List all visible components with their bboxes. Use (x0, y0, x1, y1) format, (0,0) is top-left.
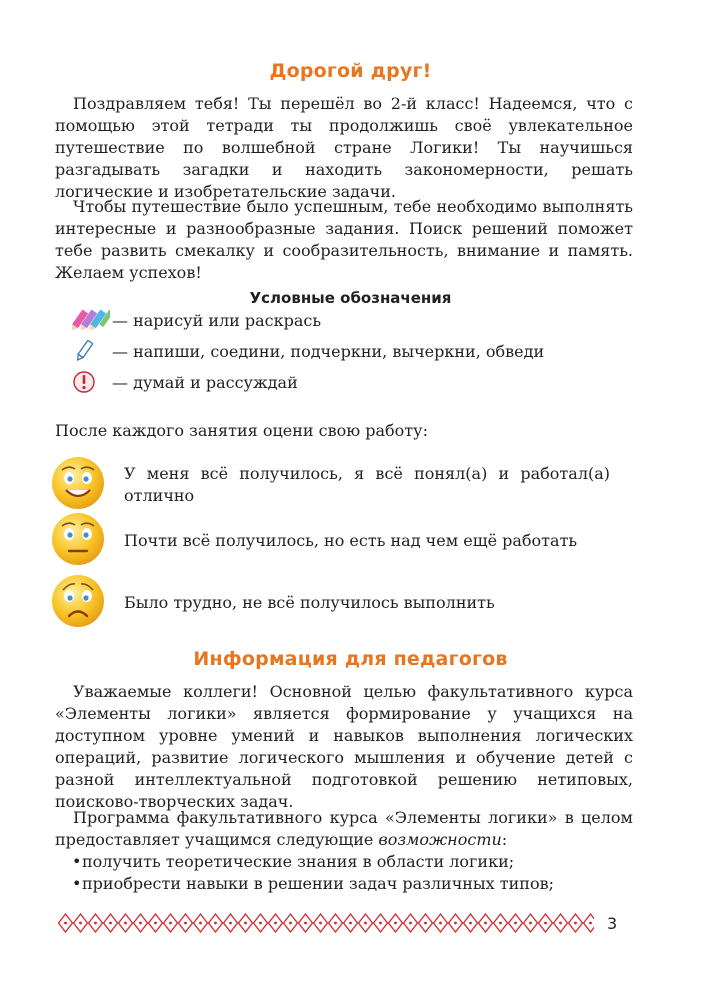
teachers-paragraph-2 (55, 807, 633, 851)
exclamation-icon (72, 370, 112, 394)
bullet-item (72, 873, 554, 895)
bullet-dot-icon: • (72, 874, 82, 893)
legend-item-text: — нарисуй или раскрась (112, 310, 322, 330)
legend-title: Условные обозначения (249, 289, 452, 307)
teachers-paragraph-1: Уважаемые коллеги! Основной целью факультативного курса «Элементы логики» является формирование у учащихся на доступном уровне умений и навыков выполнения логических операций, развитие логического мышления и обучение детей с разной интеллектуальной подготовкой решению нетиповых, поисково-творческих задач. (55, 682, 633, 811)
heading-dear-friend: Дорогой друг! (269, 60, 432, 82)
intro-paragraph-2: Чтобы путешествие было успешным, тебе необходимо выполнять интересные и разнообразные задания. Поиск решений поможет тебе развить смекалку и сообразительность, внимание и память. Желаем успехов! (55, 197, 633, 282)
bullet-item (72, 851, 514, 873)
sad-smiley-icon (50, 573, 106, 633)
page-number: 3 (607, 914, 618, 933)
evaluation-text: Почти всё получилось, но есть над чем ещё работать (124, 531, 578, 550)
pencils-icon (72, 308, 112, 332)
bullet-text: приобрести навыки в решении задач различных типов; (82, 874, 554, 893)
decorative-border (58, 912, 594, 934)
teachers-paragraph-2-end: : (501, 830, 508, 849)
evaluation-text: У меня всё получилось, я всё понял(а) и работал(а) отлично (124, 464, 610, 505)
evaluate-prompt: После каждого занятия оцени свою работу: (55, 421, 428, 440)
bullet-text: получить теоретические знания в области логики; (82, 852, 515, 871)
evaluation-option (50, 573, 610, 633)
evaluation-option (50, 455, 610, 515)
bullet-dot-icon: • (72, 852, 82, 871)
pen-icon (72, 339, 112, 363)
neutral-smiley-icon (50, 511, 106, 571)
evaluation-text: Было трудно, не всё получилось выполнить (124, 593, 495, 612)
teachers-paragraph-2-emphasis: возможности (378, 830, 502, 849)
teachers-paragraph-2-start: Программа факультативного курса «Элементы логики» в целом предоставляет учащимся следующие (55, 808, 633, 849)
legend-item (72, 369, 298, 395)
legend-item-text: — напиши, соедини, подчеркни, вычеркни, обведи (112, 341, 545, 361)
legend-item (72, 338, 544, 364)
happy-smiley-icon (50, 455, 106, 515)
heading-teachers-info: Информация для педагогов (193, 648, 508, 670)
evaluation-option (50, 511, 610, 571)
intro-paragraph-1: Поздравляем тебя! Ты перешёл во 2-й класс! Надеемся, что с помощью этой тетради ты продолжишь своё увлекательное путешествие по волшебной стране Логики! Ты научишься разгадывать загадки и находить закономерности, решать логические и изобретательские задачи. (55, 94, 633, 201)
legend-item (72, 307, 321, 333)
legend-item-text: — думай и рассуждай (112, 372, 298, 392)
